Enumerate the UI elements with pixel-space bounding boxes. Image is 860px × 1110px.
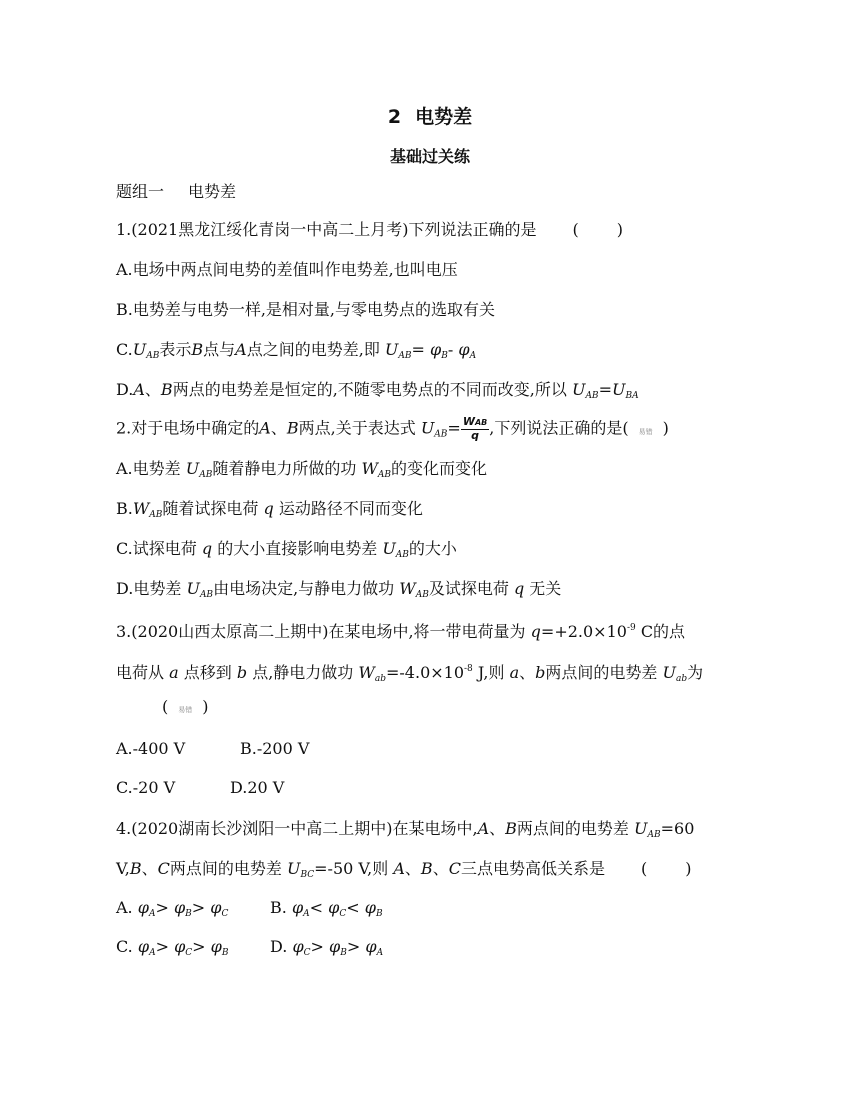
q3-l2-mid2: 点,静电力做功 bbox=[252, 663, 354, 682]
q4-option-d[interactable]: D. $\varphi_C> \varphi_B> \varphi_A$ bbox=[270, 937, 384, 958]
question-2-option-d: D.电势差 $U_{AB}$由电场决定,与静电力做功 $W_{AB}$及试探电荷 q 无关 bbox=[116, 579, 562, 600]
fraction-formula: $\frac{\text{WAB}}{q}$ bbox=[462, 415, 488, 442]
q4-option-c-label: C. bbox=[116, 937, 133, 956]
q3-q-value: =+2.0×10 bbox=[540, 622, 627, 641]
answer-blank[interactable]: ( ) bbox=[572, 220, 623, 239]
question-group-heading bbox=[116, 181, 236, 203]
question-2-option-b: $B.W_{AB}$随着试探电荷 q 运动路径不同而变化 bbox=[116, 499, 423, 520]
q4-option-a[interactable]: A. $\varphi_A> \varphi_B> \varphi_C$ bbox=[116, 898, 229, 919]
answer-blank[interactable]: ( ) bbox=[640, 859, 692, 878]
q4-l2-val: =-50 V,则 bbox=[314, 859, 389, 878]
q3-l2-mid4: 、 bbox=[519, 663, 536, 682]
q3-l2-pre: 电荷从 bbox=[116, 663, 165, 682]
section-number: 2 bbox=[387, 106, 402, 128]
question-1-option-b: B.电势差与电势一样,是相对量,与零电势点的选取有关 bbox=[116, 300, 496, 319]
section-name: 电势差 bbox=[415, 106, 473, 128]
question-3-answer-blank[interactable]: ( 易错 ) bbox=[162, 696, 209, 721]
q4-option-a-label: A. bbox=[116, 898, 133, 917]
question-4-line-2: V,B、C两点间的电势差 $U_{BC}=-50$ V,则 A、B、C三点电势高低关系是 ( ) bbox=[116, 859, 692, 880]
q4-l2-mid: 两点间的电势差 bbox=[169, 859, 282, 878]
q2-stem-post: ,下列说法正确的是( bbox=[489, 418, 629, 438]
question-2-stem: 2.对于电场中确定的A、B两点,关于表达式 $U_{AB}=$ $\frac{\text{WAB}}{q}$ ,下列说法正确的是( 易错 ) bbox=[116, 415, 669, 442]
q3-l2-mid: 点移到 bbox=[183, 663, 232, 682]
q4-stem-mid: 两点间的电势差 bbox=[516, 819, 629, 838]
q1-stem-text: 1.(2021黑龙江绥化青岗一中高二上月考)下列说法正确的是 bbox=[116, 220, 537, 239]
q2d-pre: D.电势差 bbox=[116, 579, 182, 598]
question-3-options-row-2 bbox=[116, 777, 284, 799]
question-4-options-row-1 bbox=[116, 897, 383, 925]
q2b-mid: 随着试探电荷 bbox=[162, 499, 259, 518]
q3-q-unit: C的点 bbox=[640, 622, 686, 641]
q2-stem-mid: 两点,关于表达式 bbox=[298, 418, 416, 438]
q2a-mid: 随着静电力所做的功 bbox=[212, 459, 357, 478]
question-3-line-2: 电荷从 a 点移到 b 点,静电力做功 $W_{ab}=-4.0\times 10^{-8}$ J,则 a、b两点间的电势差 $U_{ab}$为 bbox=[116, 663, 704, 684]
question-3-options-row-1 bbox=[116, 738, 309, 760]
subtitle: 基础过关练 bbox=[389, 147, 470, 166]
question-4-stem: 4.(2020湖南长沙浏阳一中高二上期中)在某电场中,A、B两点间的电势差 $U_{AB}=60$ bbox=[116, 819, 695, 840]
q3-l2-end: 为 bbox=[687, 663, 704, 682]
q3-l2-post: 两点间的电势差 bbox=[545, 663, 658, 682]
q3-option-a[interactable]: A.-400 V bbox=[116, 739, 186, 758]
section-title bbox=[0, 102, 860, 129]
question-1-stem bbox=[116, 219, 623, 241]
q3-w-exp: -8 bbox=[464, 664, 473, 674]
q3-option-d[interactable]: D.20 V bbox=[230, 778, 285, 797]
q3-l2-mid3: J,则 bbox=[477, 663, 505, 682]
q3-option-c[interactable]: C.-20 V bbox=[116, 778, 176, 797]
q3-option-b[interactable]: B.-200 V bbox=[240, 739, 310, 758]
question-3-stem: 3.(2020山西太原高二上期中)在某电场中,将一带电荷量为 $q=+2.0\times 10^{-9}$ C的点 bbox=[116, 622, 686, 641]
q3-q-exp: -9 bbox=[626, 623, 636, 633]
q4-option-d-label: D. bbox=[270, 937, 288, 956]
q2d-mid2: 及试探电荷 bbox=[428, 579, 509, 598]
q2c-post: 的大小 bbox=[408, 539, 457, 558]
q4-option-b-label: B. bbox=[270, 898, 287, 917]
question-2-option-c: C.试探电荷 q 的大小直接影响电势差 $U_{AB}$的大小 bbox=[116, 539, 457, 560]
q2d-post: 无关 bbox=[529, 579, 562, 598]
q2a-pre: A.电势差 bbox=[116, 459, 181, 478]
question-1-option-d: D.A、B两点的电势差是恒定的,不随零电势点的不同而改变,所以 $U_{AB}=U_{BA}$ bbox=[116, 380, 639, 401]
q4-stem: 4.(2020湖南长沙浏阳一中高二上期中)在某电场中, bbox=[116, 819, 478, 838]
q4-option-c[interactable]: C. $\varphi_A> \varphi_C> \varphi_B$ bbox=[116, 937, 229, 958]
q4-stem-val: =60 bbox=[660, 819, 695, 838]
q4-option-b[interactable]: B. $\varphi_A< \varphi_C< \varphi_B$ bbox=[270, 898, 383, 919]
error-prone-tag: 易错 bbox=[638, 427, 653, 436]
q2c-pre: C.试探电荷 bbox=[116, 539, 197, 558]
question-4-options-row-2 bbox=[116, 936, 383, 964]
question-1-option-c: $C.U_{AB}$表示B点与A点之间的电势差,即 $U_{AB}= \varphi_B-$ $\varphi_A$ bbox=[116, 340, 477, 361]
group-label: 题组一 bbox=[116, 182, 165, 201]
question-1-option-a: A.电场中两点间电势的差值叫作电势差,也叫电压 bbox=[116, 260, 458, 279]
q4-l2-post: 三点电势高低关系是 bbox=[460, 859, 605, 878]
group-name: 电势差 bbox=[188, 182, 237, 201]
q2d-mid: 由电场决定,与静电力做功 bbox=[213, 579, 395, 598]
q2a-post: 的变化而变化 bbox=[391, 459, 488, 478]
q2-stem-pre: 2.对于电场中确定的 bbox=[116, 418, 260, 438]
q4-l2-pre: V, bbox=[116, 859, 130, 878]
error-prone-tag: 易错 bbox=[178, 706, 193, 714]
question-2-option-a: A.电势差 $U_{AB}$随着静电力所做的功 $W_{AB}$的变化而变化 bbox=[116, 459, 488, 480]
q2c-mid: 的大小直接影响电势差 bbox=[217, 539, 378, 558]
q3-w-value: =-4.0×10 bbox=[385, 663, 465, 682]
q2b-post: 运动路径不同而变化 bbox=[278, 499, 423, 518]
q3-stem-pre: 3.(2020山西太原高二上期中)在某电场中,将一带电荷量为 bbox=[116, 622, 526, 641]
